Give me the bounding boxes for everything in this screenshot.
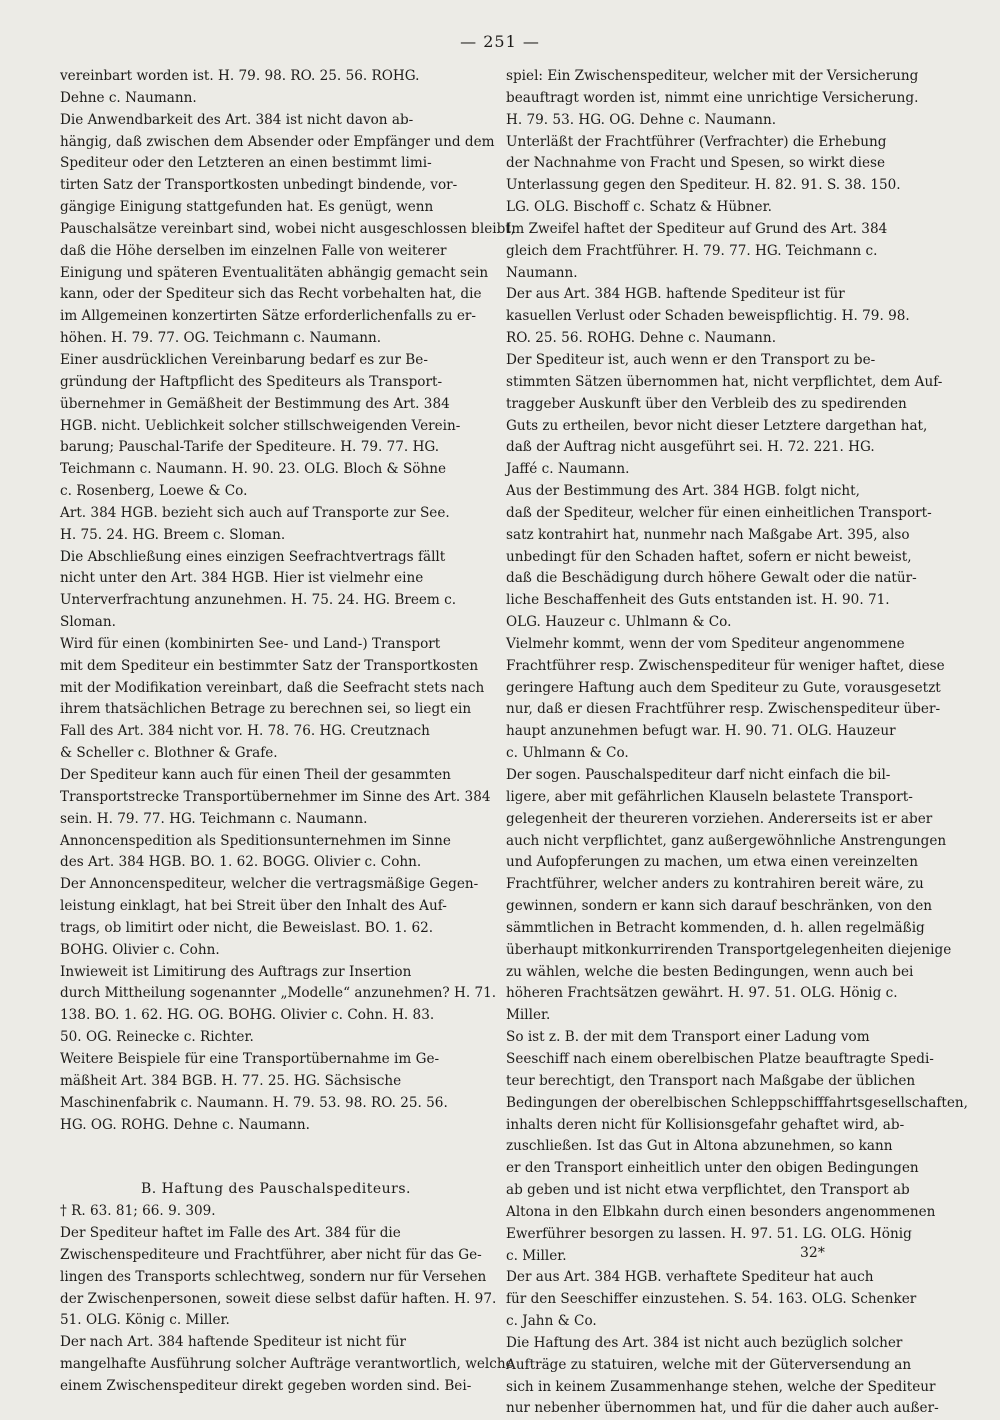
text-line: der Zwischenpersonen, soweit diese selbst dafür haften. H. 97. [60,1290,497,1307]
text-line: c. Miller. [506,1247,567,1264]
text-line: satz kontrahirt hat, nunmehr nach Maßgabe Art. 395, also [506,526,910,543]
text-line: stimmten Sätzen übernommen hat, nicht verpflichtet, dem Auf- [506,373,943,390]
text-line: im Allgemeinen konzertirten Sätze erforderlichenfalls zu er- [60,308,477,325]
text-line: ihrem thatsächlichen Betrage zu berechnen sei, so liegt ein [60,701,472,718]
text-line: Maschinenfabrik c. Naumann. H. 79. 53. 98. RO. 25. 56. [60,1094,448,1111]
text-line: Aufträge zu statuiren, welche mit der Güterversendung an [506,1356,912,1373]
text-line: haupt anzunehmen befugt war. H. 90. 71. OLG. Hauzeur [506,723,896,740]
text-line: daß die Höhe derselben im einzelnen Falle von weiterer [60,242,447,259]
text-line: des Art. 384 HGB. BO. 1. 62. BOGG. Olivier c. Cohn. [60,854,422,871]
text-line: lingen des Transports schlechtweg, sondern nur für Versehen [60,1268,487,1285]
text-line: durch Mittheilung sogenannter „Modelle“ anzunehmen? H. 71. [60,985,497,1002]
text-line: geringere Haftung auch dem Spediteur zu Gute, vorausgesetzt [506,679,941,696]
text-line: Fall des Art. 384 nicht vor. H. 78. 76. HG. Creutznach [60,723,430,740]
text-line: Jaffé c. Naumann. [506,461,630,478]
text-line: unbedingt für den Schaden haftet, sofern er nicht beweist, [506,548,912,565]
text-line: Die Haftung des Art. 384 ist nicht auch bezüglich solcher [506,1334,903,1351]
right-column [506,66,968,1420]
text-line: Frachtführer, welcher anders zu kontrahiren bereit wäre, zu [506,876,924,893]
text-line: zu wählen, welche die besten Bedingungen, wenn auch bei [506,963,914,980]
text-line: Unterlassung gegen den Spediteur. H. 82. 91. S. 38. 150. [506,177,901,194]
text-line: Dehne c. Naumann. [60,89,197,106]
text-line: HG. OG. ROHG. Dehne c. Naumann. [60,1116,310,1133]
text-line: mit der Modifikation vereinbart, daß die Seefracht stets nach [60,679,485,696]
text-line: Sloman. [60,614,116,631]
text-line: trags, ob limitirt oder nicht, die Beweislast. BO. 1. 62. [60,919,434,936]
text-line: 138. BO. 1. 62. HG. OG. BOHG. Olivier c. Cohn. H. 83. [60,1007,435,1024]
text-line: Der Spediteur ist, auch wenn er den Transport zu be- [506,351,876,368]
text-line: sämmtlichen in Betracht kommenden, d. h. allen regelmäßig [506,919,925,936]
text-line: überhaupt mitkonkurrirenden Transportgelegenheiten diejenige [506,941,952,958]
left-text-block [60,66,516,1136]
text-line: Naumann. [506,264,578,281]
text-line: RO. 25. 56. ROHG. Dehne c. Naumann. [506,330,777,347]
text-line: nicht unter den Art. 384 HGB. Hier ist vielmehr eine [60,570,424,587]
text-line: sein. H. 79. 77. HG. Teichmann c. Naumann. [60,810,368,827]
text-line: Vielmehr kommt, wenn der vom Spediteur angenommene [506,635,905,652]
text-line: Spediteur oder den Letzteren an einen bestimmt limi- [60,155,432,172]
text-line: daß der Spediteur, welcher für einen einheitlichen Transport- [506,504,932,521]
text-line: Aus der Bestimmung des Art. 384 HGB. folgt nicht, [506,483,860,500]
text-line: beauftragt worden ist, nimmt eine unrichtige Versicherung. [506,89,919,106]
text-line: Unterverfrachtung anzunehmen. H. 75. 24. HG. Breem c. [60,592,457,609]
text-line: der Nachnahme von Fracht und Spesen, so wirkt diese [506,155,886,172]
text-line: teur berechtigt, den Transport nach Maßgabe der üblichen [506,1072,916,1089]
text-line: Einigung und späteren Eventualitäten abhängig gemacht sein [60,264,489,281]
text-line: sich in keinem Zusammenhange stehen, welche der Spediteur [506,1378,936,1395]
text-line: mäßheit Art. 384 BGB. H. 77. 25. HG. Sächsische [60,1072,402,1089]
text-line: daß der Auftrag nicht ausgeführt sei. H. 72. 221. HG. [506,439,875,456]
text-line: Bedingungen der oberelbischen Schleppschifffahrtsgesellschaften, [506,1094,968,1111]
text-line: 50. OG. Reinecke c. Richter. [60,1029,254,1046]
text-line: Der aus Art. 384 HGB. haftende Spediteur ist für [506,286,845,303]
text-line: auch nicht verpflichtet, ganz außergewöhnliche Anstrengungen [506,832,947,849]
text-line: Seeschiff nach einem oberelbischen Platze beauftragte Spedi- [506,1050,934,1067]
text-line: Der Annoncenspediteur, welcher die vertragsmäßige Gegen- [60,876,479,893]
text-line: OLG. Hauzeur c. Uhlmann & Co. [506,614,732,631]
left-column [60,66,516,1398]
text-line: H. 75. 24. HG. Breem c. Sloman. [60,526,286,543]
text-line: Der aus Art. 384 HGB. verhaftete Spediteur hat auch [506,1269,874,1286]
text-line: Inwieweit ist Limitirung des Auftrags zur Insertion [60,963,412,980]
text-line: kasuellen Verlust oder Schaden beweispflichtig. H. 79. 98. [506,308,910,325]
text-line: barung; Pauschal-Tarife der Spediteure. H. 79. 77. HG. [60,439,440,456]
page-number: — 251 — [460,32,540,51]
text-line: einem Zwischenspediteur direkt gegeben worden sind. Bei- [60,1377,472,1394]
text-line: und Aufopferungen zu machen, um etwa einen vereinzelten [506,854,918,871]
text-line: Der Spediteur kann auch für einen Theil der gesammten [60,767,451,783]
text-line: & Scheller c. Blothner & Grafe. [60,745,278,762]
text-line: zuschließen. Ist das Gut in Altona abzunehmen, so kann [506,1138,893,1155]
section-heading: B. Haftung des Pauschalspediteurs. [140,1181,412,1198]
text-line: höhen. H. 79. 77. OG. Teichmann c. Naumann. [60,330,382,347]
text-line: Der sogen. Pauschalspediteur darf nicht einfach die bil- [506,767,891,783]
text-line: Einer ausdrücklichen Vereinbarung bedarf es zur Be- [60,351,428,368]
text-line: Wird für einen (kombinirten See- und Land-) Transport [60,635,441,652]
text-line: Guts zu ertheilen, bevor nicht dieser Letztere dargethan hat, [506,417,928,434]
text-line: er den Transport einheitlich unter den obigen Bedingungen [506,1160,919,1177]
text-line: 51. OLG. König c. Miller. [60,1312,230,1329]
text-line: für den Seeschiffer einzustehen. S. 54. 163. OLG. Schenker [506,1291,917,1308]
text-line: Transportstrecke Transportübernehmer im Sinne des Art. 384 [60,788,491,805]
text-line: kann, oder der Spediteur sich das Recht vorbehalten hat, die [60,286,482,303]
text-line: Zwischenspediteure und Frachtführer, aber nicht für das Ge- [60,1246,482,1263]
text-line: gründung der Haftpflicht des Spediteurs als Transport- [60,373,443,390]
text-line: c. Jahn & Co. [506,1313,597,1330]
text-line: ligere, aber mit gefährlichen Klauseln belastete Transport- [506,788,913,805]
text-line: gängige Einigung stattgefunden hat. Es genügt, wenn [60,199,434,216]
text-line: tirten Satz der Transportkosten unbedingt bindende, vor- [60,177,458,194]
text-line: nur, daß er diesen Frachtführer resp. Zwischenspediteur über- [506,701,941,718]
text-line: daß die Beschädigung durch höhere Gewalt oder die natür- [506,570,917,587]
text-line: Ewerführer besorgen zu lassen. H. 97. 51. LG. OLG. Hönig [506,1225,912,1242]
text-line: Der Spediteur haftet im Falle des Art. 384 für die [60,1225,401,1242]
text-line: übernehmer in Gemäßheit der Bestimmung des Art. 384 [60,395,450,412]
text-line: spiel: Ein Zwischenspediteur, welcher mit der Versicherung [506,68,919,84]
text-line: Miller. [506,1007,551,1024]
text-line: LG. OLG. Bischoff c. Schatz & Hübner. [506,199,772,216]
section-gap [60,1136,492,1179]
text-line: ab geben und ist nicht etwa verpflichtet, den Transport ab [506,1182,910,1199]
text-line: Die Anwendbarkeit des Art. 384 ist nicht davon ab- [60,111,414,128]
text-line: mit dem Spediteur ein bestimmter Satz der Transportkosten [60,657,479,674]
text-line: Die Abschließung eines einzigen Seefrachtvertrags fällt [60,548,446,565]
text-line: vereinbart worden ist. H. 79. 98. RO. 25. 56. ROHG. [60,68,420,84]
text-line: liche Beschaffenheit des Guts entstanden ist. H. 90. 71. [506,592,890,609]
text-line: mangelhafte Ausführung solcher Aufträge verantwortlich, welche [60,1356,514,1373]
text-line: Weitere Beispiele für eine Transportübernahme im Ge- [60,1050,440,1067]
text-line: inhalts deren nicht für Kollisionsgefahr gehaftet wird, ab- [506,1116,905,1133]
text-line: So ist z. B. der mit dem Transport einer Ladung vom [506,1029,870,1046]
right-text-block [506,66,968,1420]
text-line: Im Zweifel haftet der Spediteur auf Grund des Art. 384 [506,220,888,237]
text-line: Annoncenspedition als Speditionsunternehmen im Sinne [60,832,451,849]
text-line: gewinnen, sondern er kann sich darauf beschränken, von den [506,898,933,915]
text-line: H. 79. 53. HG. OG. Dehne c. Naumann. [506,111,777,128]
text-line: Altona in den Elbkahn durch einen besonders angenommenen [506,1203,936,1220]
text-line: Frachtführer resp. Zwischenspediteur für weniger haftet, diese [506,657,945,674]
left-text-block-2 [60,1201,514,1398]
text-line: höheren Frachtsätzen gewährt. H. 97. 51. OLG. Hönig c. [506,985,898,1002]
text-line: HGB. nicht. Ueblichkeit solcher stillschweigenden Verein- [60,417,461,434]
text-line: traggeber Auskunft über den Verbleib des zu spedirenden [506,395,907,412]
text-line: hängig, daß zwischen dem Absender oder Empfänger und dem [60,133,495,150]
text-line: c. Rosenberg, Loewe & Co. [60,483,248,500]
text-line: leistung einklagt, hat bei Streit über den Inhalt des Auf- [60,898,447,915]
text-line: Teichmann c. Naumann. H. 90. 23. OLG. Bloch & Söhne [60,461,447,478]
text-line: † R. 63. 81; 66. 9. 309. [60,1203,216,1220]
text-line: BOHG. Olivier c. Cohn. [60,941,220,958]
signature-mark: 32* [800,1245,825,1261]
text-line: Unterläßt der Frachtführer (Verfrachter) die Erhebung [506,133,887,150]
text-line: c. Uhlmann & Co. [506,745,629,762]
text-line: nur nebenher übernommen hat, und für die daher auch außer- [506,1400,939,1417]
text-line: gelegenheit der theureren vorziehen. Andererseits ist er aber [506,810,933,827]
text-line: Pauschalsätze vereinbart sind, wobei nicht ausgeschlossen bleibt, [60,220,516,237]
text-line: Der nach Art. 384 haftende Spediteur ist nicht für [60,1334,407,1351]
text-line: gleich dem Frachtführer. H. 79. 77. HG. Teichmann c. [506,242,878,259]
text-line: Art. 384 HGB. bezieht sich auch auf Transporte zur See. [60,504,450,521]
